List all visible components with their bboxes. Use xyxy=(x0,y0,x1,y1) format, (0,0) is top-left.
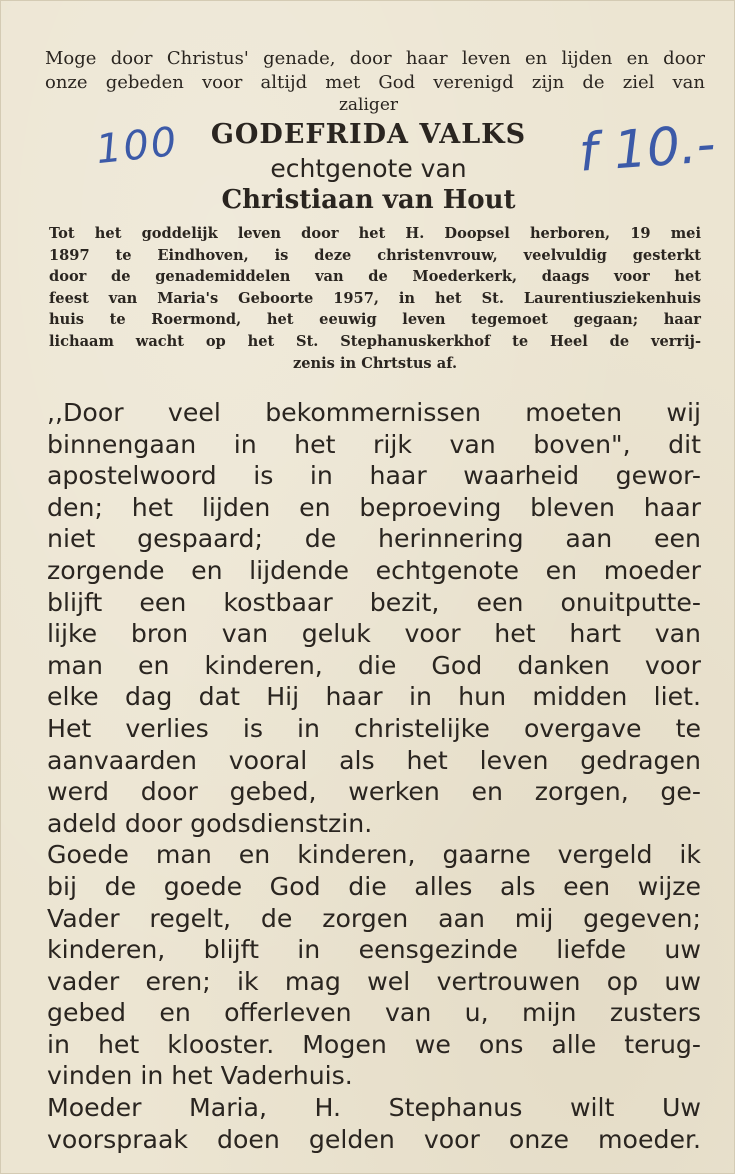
body-line: Het verlies is in christelijke overgave te xyxy=(47,713,701,743)
memorial-text xyxy=(47,397,701,1155)
details-line: zenis in Chrtstus af. xyxy=(292,354,458,372)
body-line: vinden in het Vaderhuis. xyxy=(47,1061,353,1091)
body-line: lijke bron van geluk voor het hart van xyxy=(47,619,701,649)
deceased-name: GODEFRIDA VALKS xyxy=(210,119,527,150)
intro-prayer xyxy=(45,47,705,95)
handwritten-price: f 10.- xyxy=(577,114,718,184)
body-line: binnengaan in het rijk van boven", dit xyxy=(47,429,701,459)
details-line: lichaam wacht op het St. Stephanuskerkhof te Heel de verrij- xyxy=(49,332,701,350)
body-line: ,,Door veel bekommernissen moeten wij xyxy=(47,398,701,427)
details-line: 1897 te Eindhoven, is deze christenvrouw, veelvuldig gesterkt xyxy=(49,246,701,264)
details-line: feest van Maria's Geboorte 1957, in het St. Laurentiusziekenhuis xyxy=(49,289,701,307)
body-line: zorgende en lijdende echtgenote en moeder xyxy=(47,555,701,585)
body-line: blijft een kostbaar bezit, een onuitputte- xyxy=(47,587,701,617)
zaliger-label: zaliger xyxy=(338,95,399,115)
body-line: adeld door godsdienstzin. xyxy=(47,808,373,838)
body-line: niet gespaard; de herinnering aan een xyxy=(47,524,701,554)
body-line: Goede man en kinderen, gaarne vergeld ik xyxy=(47,840,701,870)
intro-line: Moge door Christus' genade, door haar leven en lijden en door xyxy=(45,48,705,69)
body-line: voorspraak doen gelden voor onze moeder. xyxy=(47,1124,701,1154)
body-line: gebed en offerleven van u, mijn zusters xyxy=(47,998,701,1028)
body-line: vader eren; ik mag wel vertrouwen op uw xyxy=(47,966,701,996)
body-line: kinderen, blijft in eensgezinde liefde uw xyxy=(47,935,701,965)
relation-label: echtgenote van xyxy=(270,154,467,183)
body-line: werd door gebed, werken en zorgen, ge- xyxy=(47,777,701,807)
body-line: man en kinderen, die God danken voor xyxy=(47,650,701,680)
body-line: in het klooster. Mogen we ons alle terug- xyxy=(47,1029,701,1059)
handwritten-number: 100 xyxy=(93,118,181,174)
details-line: huis te Roermond, het eeuwig leven tegemoet gegaan; haar xyxy=(49,311,701,329)
details-line: Tot het goddelijk leven door het H. Doopsel herboren, 19 mei xyxy=(49,225,701,242)
body-line: Moeder Maria, H. Stephanus wilt Uw xyxy=(47,1093,701,1123)
body-line: bij de goede God die alles als een wijze xyxy=(47,871,701,901)
body-line: aanvaarden vooral als het leven gedragen xyxy=(47,745,701,775)
body-line: den; het lijden en beproeving bleven haar xyxy=(47,492,701,522)
body-line: Vader regelt, de zorgen aan mij gegeven; xyxy=(47,903,701,933)
husband-name: Christiaan van Hout xyxy=(221,185,516,215)
body-line: apostelwoord is in haar waarheid gewor- xyxy=(47,461,701,491)
biographical-details xyxy=(49,223,701,374)
body-line: elke dag dat Hij haar in hun midden liet. xyxy=(47,682,701,712)
intro-line: onze gebeden voor altijd met God verenigd zijn de ziel van xyxy=(45,72,705,93)
details-line: door de genademiddelen van de Moederkerk, daags voor het xyxy=(49,268,701,286)
